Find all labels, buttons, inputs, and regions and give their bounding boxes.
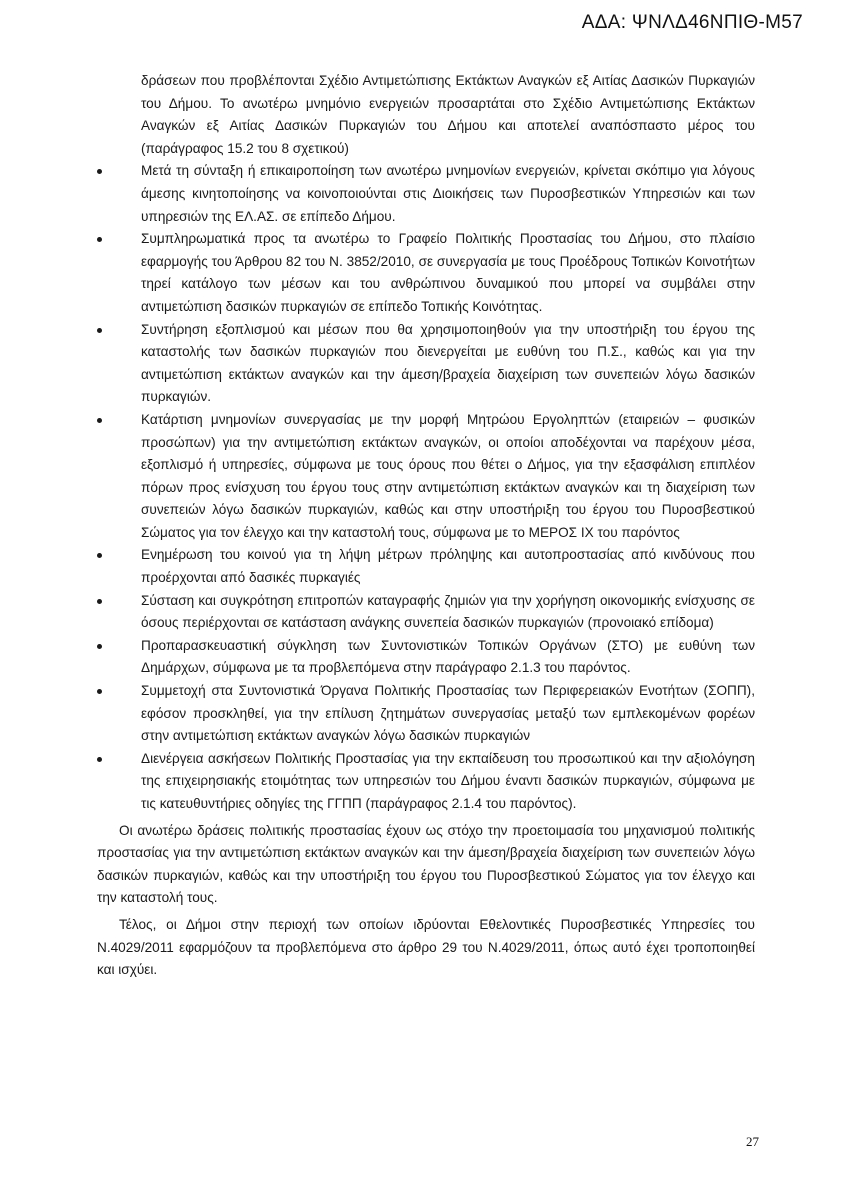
paragraph: Οι ανωτέρω δράσεις πολιτικής προστασίας έχουν ως στόχο την προετοιμασία του μηχανισμού πολιτικής προστασίας για την αντιμετώπιση εκτάκτων αναγκών και την άμεση/βραχεία διαχείριση των συνεπειών λόγω δασικών πυρκαγιών, καθώς και την υποστήριξη του έργου του Πυροσβεστικού Σώματος για τον έλεγχο και την καταστολή τους. bbox=[97, 822, 755, 906]
list-item bbox=[97, 544, 755, 589]
list-item-text: Διενέργεια ασκήσεων Πολιτικής Προστασίας για την εκπαίδευση του προσωπικού και την αξιολόγηση της επιχειρησιακής ετοιμότητας των υπηρεσιών του Δήμου έναντι δασικών πυρκαγιών, σύμφωνα με τις κατευθυντήριες οδηγίες της ΓΓΠΠ (παράγραφος 2.1.4 του παρόντος). bbox=[141, 750, 755, 811]
bullet-icon bbox=[97, 553, 102, 558]
paragraph: Τέλος, οι Δήμοι στην περιοχή των οποίων ιδρύονται Εθελοντικές Πυροσβεστικές Υπηρεσίες του Ν.4029/2011 εφαρμόζουν τα προβλεπόμενα στο άρθρο 29 του Ν.4029/2011, όπως αυτό έχει τροποποιηθεί και ισχύει. bbox=[97, 916, 755, 978]
bullet-icon bbox=[97, 237, 102, 242]
list-item bbox=[97, 635, 755, 680]
list-item-text: Συμπληρωματικά προς τα ανωτέρω το Γραφείο Πολιτικής Προστασίας του Δήμου, στο πλαίσιο εφαρμογής του Άρθρου 82 του Ν. 3852/2010, σε συνεργασία με τους Προέδρους Τοπικών Κοινοτήτων τηρεί κατάλογο των μέσων και του ανθρώπινου δυναμικού που μπορεί να συμβάλει στην αντιμετώπιση δασικών πυρκαγιών σε επίπεδο Τοπικής Κοινότητας. bbox=[141, 231, 755, 314]
page-number: 27 bbox=[746, 1134, 759, 1149]
bullet-list bbox=[97, 160, 755, 815]
list-item-text: Συμμετοχή στα Συντονιστικά Όργανα Πολιτικής Προστασίας των Περιφερειακών Ενοτήτων (ΣΟΠΠ), εφόσον προσκληθεί, για την επίλυση ζητημάτων συνεργασίας μεταξύ των εμπλεκομένων φορέων στην αντιμετώπιση εκτάκτων αναγκών λόγω δασικών πυρκαγιών bbox=[141, 683, 755, 744]
list-item bbox=[97, 160, 755, 228]
bullet-icon bbox=[97, 418, 102, 423]
list-item-text: Κατάρτιση μνημονίων συνεργασίας με την μορφή Μητρώου Εργοληπτών (εταιρειών – φυσικών προσώπων) για την αντιμετώπιση εκτάκτων αναγκών, οι οποίοι αποδέχονται να παρέχουν μέσα, εξοπλισμό ή υπηρεσίες, σύμφωνα με τους όρους που θέτει ο Δήμος, για την εξασφάλιση επιπλέον πόρων προς ενίσχυση του έργου τους στην αντιμετώπιση εκτάκτων αναγκών και τη διαχείριση των συνεπειών λόγω δασικών πυρκαγιών, καθώς και στην υποστήριξη του έργου του Πυροσβεστικού Σώματος για τον έλεγχο και την καταστολή τους, σύμφωνα με το ΜΕΡΟΣ IX του παρόντος bbox=[141, 411, 755, 540]
list-item bbox=[97, 409, 755, 545]
bullet-icon bbox=[97, 757, 102, 762]
bullet-icon bbox=[97, 599, 102, 604]
bullet-icon bbox=[97, 169, 102, 174]
list-item-text: Προπαρασκευαστική σύγκληση των Συντονιστικών Τοπικών Οργάνων (ΣΤΟ) με ευθύνη των Δημάρχων, σύμφωνα με τα προβλεπόμενα στην παράγραφο 2.1.3 του παρόντος. bbox=[141, 637, 755, 676]
list-item bbox=[97, 748, 755, 816]
list-item bbox=[97, 590, 755, 635]
list-item bbox=[97, 228, 755, 318]
document-body bbox=[97, 70, 755, 982]
bullet-icon bbox=[97, 644, 102, 649]
list-item bbox=[97, 319, 755, 409]
list-item-text: Μετά τη σύνταξη ή επικαιροποίηση των ανωτέρω μνημονίων ενεργειών, κρίνεται σκόπιμο για λόγους άμεσης κινητοποίησης να κοινοποιούνται στις Διοικήσεις των Πυροσβεστικών Υπηρεσιών και των υπηρεσιών της ΕΛ.ΑΣ. σε επίπεδο Δήμου. bbox=[141, 163, 755, 224]
bullet-icon bbox=[97, 328, 102, 333]
list-item-text: Σύσταση και συγκρότηση επιτροπών καταγραφής ζημιών για την χορήγηση οικονομικής ενίσχυσης σε όσους περιέρχονται σε κατάσταση ανάγκης συνεπεία δασικών πυρκαγιών (προνοιακό επίδομα) bbox=[141, 592, 755, 631]
list-item-text: Συντήρηση εξοπλισμού και μέσων που θα χρησιμοποιηθούν για την υποστήριξη του έργου της καταστολής των δασικών πυρκαγιών που διενεργείται με ευθύνη του Π.Σ., καθώς και για την αντιμετώπιση εκτάκτων αναγκών και την άμεση/βραχεία διαχείριση των συνεπειών λόγω δασικών πυρκαγιών. bbox=[141, 321, 755, 405]
document-code: ΑΔΑ: ΨΝΛΔ46ΝΠΙΘ-Μ57 bbox=[581, 12, 803, 33]
continuation-text: δράσεων που προβλέπονται Σχέδιο Αντιμετώπισης Εκτάκτων Αναγκών εξ Αιτίας Δασικών Πυρκαγιών του Δήμου. Το ανωτέρω μνημόνιο ενεργειών προσαρτάται στο Σχέδιο Αντιμετώπισης Εκτάκτων Αναγκών εξ Αιτίας Δασικών Πυρκαγιών του Δήμου και αποτελεί αναπόσπαστο μέρος του (παράγραφος 15.2 του 8 σχετικού) bbox=[141, 73, 755, 156]
list-item bbox=[97, 680, 755, 748]
list-item-text: Ενημέρωση του κοινού για τη λήψη μέτρων πρόληψης και αυτοπροστασίας από κινδύνους που προέρχονται από δασικές πυρκαγιές bbox=[141, 547, 755, 586]
bullet-icon bbox=[97, 689, 102, 694]
